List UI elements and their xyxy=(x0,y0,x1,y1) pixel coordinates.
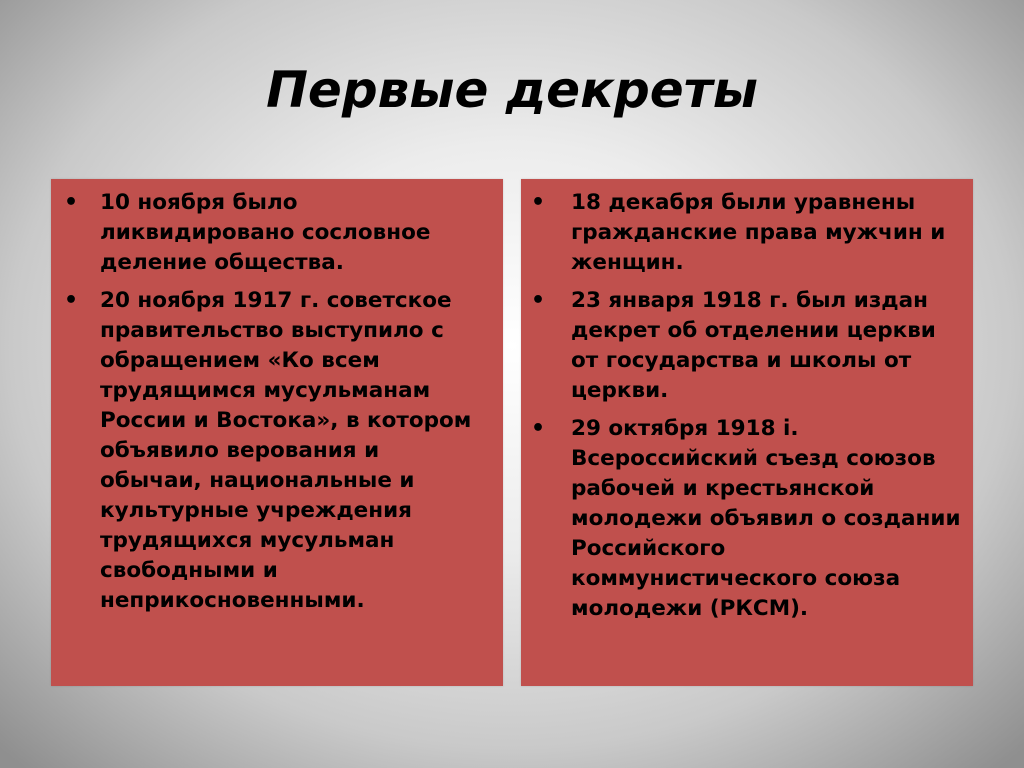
list-item xyxy=(531,414,963,624)
bullet-icon xyxy=(531,188,551,218)
list-item-text: 20 ноября 1917 г. советское правительство выступило с обращением «Ко всем трудящимся мусульманам России и Востока», в котором объявило верования и обычаи, национальные и культурные учреждения трудящихся мусульман свободными и неприкосновенными. xyxy=(100,288,472,613)
list-item xyxy=(64,286,485,616)
left-bullet-list xyxy=(64,188,485,616)
right-bullet-list xyxy=(531,188,963,624)
list-item xyxy=(531,188,963,278)
bullet-icon xyxy=(531,286,551,316)
slide-title: Первые декреты xyxy=(266,61,758,119)
list-item-text: 23 января 1918 г. был издан декрет об отделении церкви от государства и школы от церкви. xyxy=(571,288,936,403)
list-item xyxy=(64,188,485,278)
bullet-icon xyxy=(531,414,551,444)
list-item-text: 18 декабря были уравнены гражданские права мужчин и женщин. xyxy=(571,190,946,275)
list-item-text: 29 октября 1918 і. Всероссийский съезд союзов рабочей и крестьянской молодежи объявил о создании Российского коммунистического союза молодежи (РКСМ). xyxy=(571,416,961,621)
list-item-text: 10 ноября было ликвидировано сословное деление общества. xyxy=(100,190,431,275)
bullet-icon xyxy=(64,188,84,218)
right-content-panel xyxy=(521,179,973,686)
list-item xyxy=(531,286,963,406)
left-content-panel xyxy=(51,179,503,686)
bullet-icon xyxy=(64,286,84,316)
